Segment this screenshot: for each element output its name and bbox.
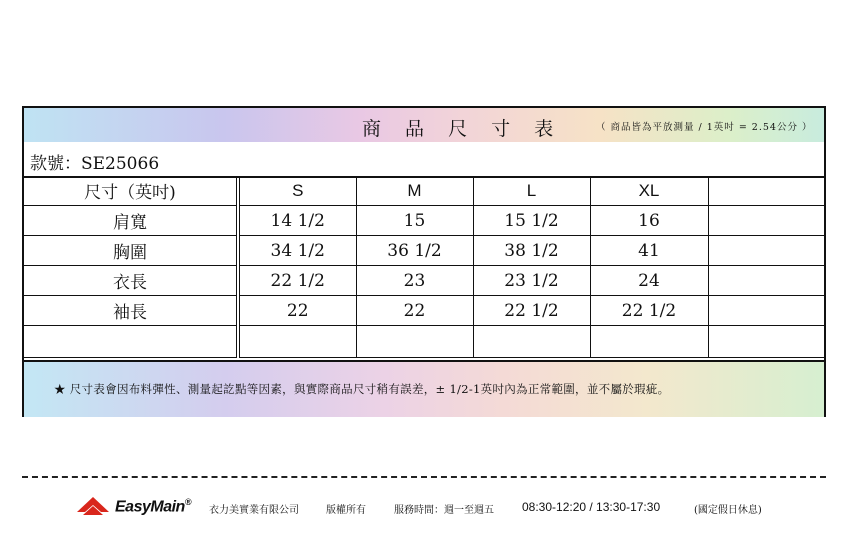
row-label-shoulder: 肩寬: [24, 206, 238, 236]
table-cell: 22: [238, 296, 356, 326]
size-table: [24, 176, 824, 358]
row-label-chest: 胸圍: [24, 236, 238, 266]
table-cell: 34 1/2: [238, 236, 356, 266]
table-cell: [238, 326, 356, 358]
hours-label: 服務時間：週一至週五: [394, 505, 494, 516]
company-footer: [76, 496, 796, 520]
table-cell: [708, 266, 824, 296]
brand-name: EasyMain®: [115, 497, 191, 516]
table-cell: 22 1/2: [238, 266, 356, 296]
table-cell: 22: [356, 296, 473, 326]
table-cell: 22 1/2: [590, 296, 708, 326]
table-cell: [708, 236, 824, 266]
table-row: [24, 206, 824, 236]
table-row: [24, 326, 824, 358]
size-chart: [22, 106, 826, 417]
row-label-length: 衣長: [24, 266, 238, 296]
table-cell: [708, 206, 824, 236]
table-cell: 15 1/2: [473, 206, 590, 236]
measurement-note: （ 商品皆為平放測量 / 1英吋 = 2.54公分 ）: [596, 122, 813, 133]
table-cell: 14 1/2: [238, 206, 356, 236]
table-cell: 23 1/2: [473, 266, 590, 296]
footnote-band: [24, 360, 824, 417]
table-cell: [473, 326, 590, 358]
dashed-divider: [22, 476, 826, 478]
size-l-header: L: [473, 176, 590, 206]
table-row: [24, 266, 824, 296]
size-m-header: M: [356, 176, 473, 206]
service-hours: 08:30-12:20 / 13:30-17:30: [522, 500, 661, 514]
chart-title: 商 品 尺 寸 表: [362, 118, 563, 140]
size-s-header: S: [238, 176, 356, 206]
table-cell: 16: [590, 206, 708, 236]
table-cell: 22 1/2: [473, 296, 590, 326]
header-row: [24, 176, 824, 206]
model-number: 款號：SE25066: [30, 154, 160, 174]
table-cell: [590, 326, 708, 358]
size-xl-header: XL: [590, 176, 708, 206]
row-label-empty: [24, 326, 238, 358]
table-cell: 23: [356, 266, 473, 296]
header-label: 尺寸（英吋): [24, 176, 238, 206]
model-row: [24, 142, 824, 178]
rights-text: 版權所有: [326, 505, 366, 516]
title-band: [24, 108, 824, 144]
table-cell: 24: [590, 266, 708, 296]
table-row: [24, 296, 824, 326]
company-name: 衣力美實業有限公司: [209, 505, 299, 516]
table-cell: 36 1/2: [356, 236, 473, 266]
holiday-note: (國定假日休息): [694, 505, 762, 516]
table-cell: 15: [356, 206, 473, 236]
table-cell: [708, 326, 824, 358]
table-cell: 38 1/2: [473, 236, 590, 266]
easymain-logo-icon: [76, 496, 110, 518]
row-label-sleeve: 袖長: [24, 296, 238, 326]
size-extra-header: [708, 176, 824, 206]
footnote-text: ★ 尺寸表會因布料彈性、測量起訖點等因素，與實際商品尺寸稍有誤差，± 1/2-1英吋內為正常範圍，並不屬於瑕疵。: [54, 382, 670, 396]
table-cell: [356, 326, 473, 358]
table-row: [24, 236, 824, 266]
table-cell: 41: [590, 236, 708, 266]
table-cell: [708, 296, 824, 326]
